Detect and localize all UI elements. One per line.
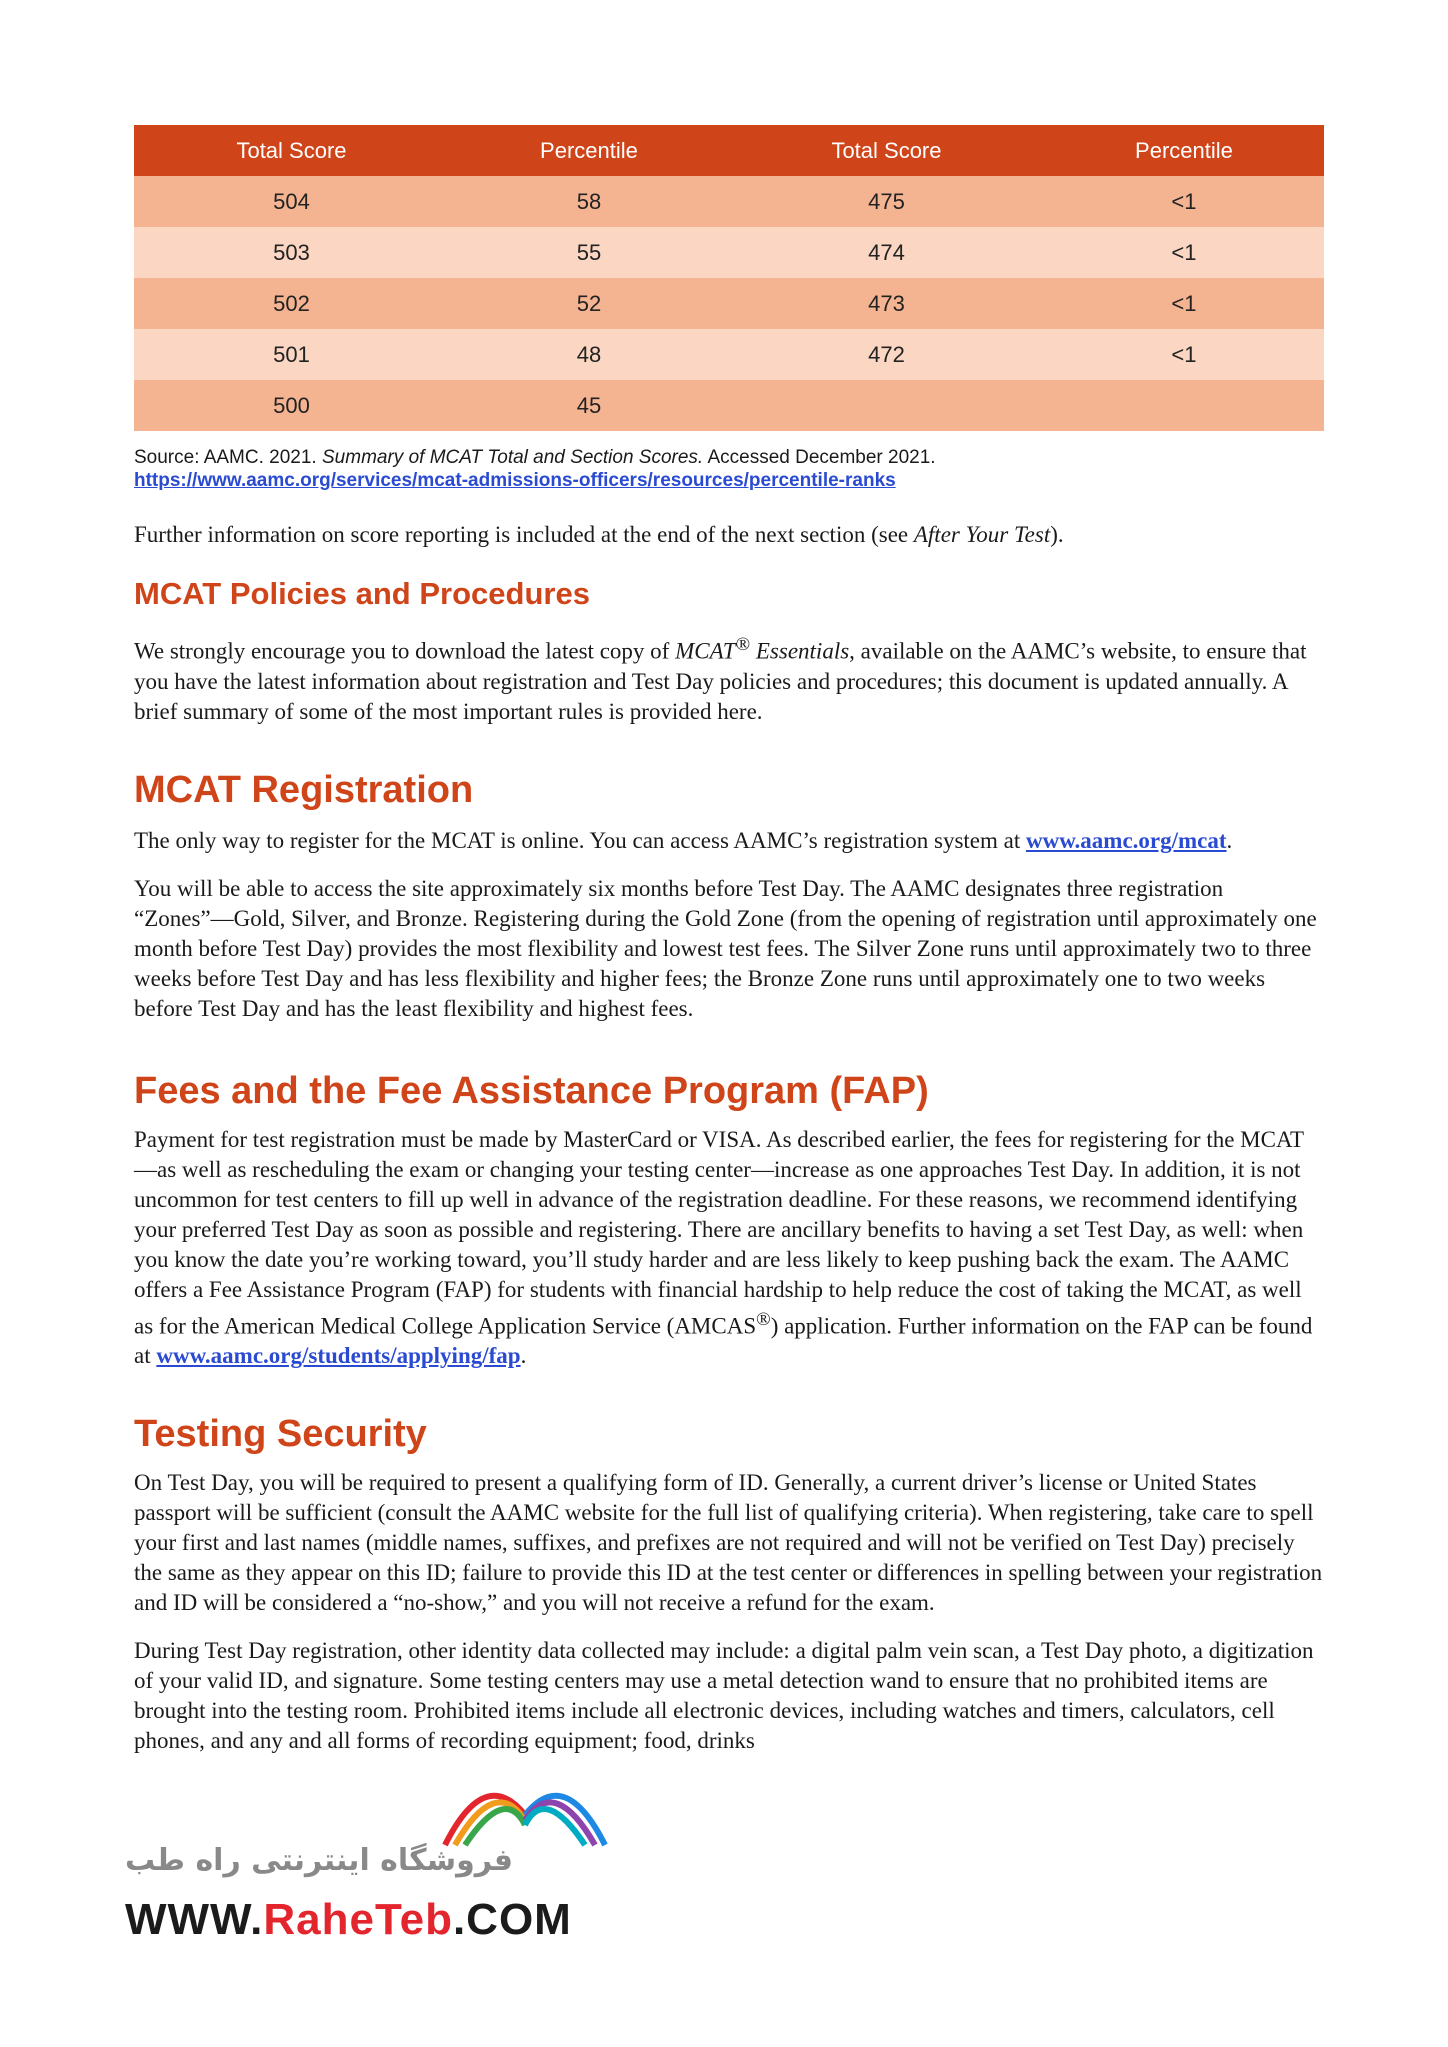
- table-row: [134, 278, 1324, 329]
- registration-paragraph-2: You will be able to access the site approximately six months before Test Day. The AAMC designates three registration “Zones”—Gold, Silver, and Bronze. Registering during the Gold Zone (from the opening of registration until approximately one month before Test Day) provides the most flexibility and lowest test fees. The Silver Zone runs until approximately two to three weeks before Test Day and has less flexibility and higher fees; the Bronze Zone runs until approximately one to two weeks before Test Day and has the least flexibility and highest fees.: [134, 875, 1317, 1021]
- further-info-paragraph: [134, 520, 1324, 550]
- table-cell: 500: [134, 380, 449, 431]
- fees-paragraph: [134, 1125, 1324, 1372]
- fees-text: Payment for test registration must be made by MasterCard or VISA. As described earlier, the fees for registering for the MCAT—as well as rescheduling the exam or changing your testing center—increase as one approaches Test Day. In addition, it is not uncommon for test centers to fill up well in advance of the registration deadline. For these reasons, we recommend identifying your preferred Test Day as soon as possible and registering. There are ancillary benefits to having a set Test Day, as well: when you know the date you’re working toward, you’ll study harder and are less likely to keep pushing back the exam. The AAMC offers a Fee Assistance Program (FAP) for students with financial hardship to help reduce the cost of taking the MCAT, as well as for the American Medical College Application Service (AMCAS: [134, 1126, 1305, 1339]
- table-row: [134, 176, 1324, 227]
- percentile-table: [134, 125, 1324, 431]
- col-header-percentile-1: Percentile: [449, 125, 729, 176]
- book-icon: [425, 1745, 625, 1855]
- fees-heading: Fees and the Fee Assistance Program (FAP): [134, 1069, 929, 1112]
- registration-link[interactable]: www.aamc.org/mcat: [1025, 827, 1227, 853]
- policies-heading: MCAT Policies and Procedures: [134, 576, 590, 611]
- table-cell: <1: [1044, 329, 1324, 380]
- security-heading: Testing Security: [134, 1413, 427, 1456]
- table-cell: 48: [449, 329, 729, 380]
- watermark-logo: [125, 1745, 615, 1945]
- table-source-note: [134, 446, 1324, 492]
- table-cell: 45: [449, 380, 729, 431]
- table-cell: 503: [134, 227, 449, 278]
- col-header-total-score-2: Total Score: [729, 125, 1044, 176]
- watermark-brand: RaheTeb: [263, 1895, 453, 1944]
- further-info-end: ).: [1050, 522, 1064, 547]
- source-suffix: Accessed December 2021.: [703, 447, 936, 468]
- source-prefix: Source: AAMC. 2021.: [134, 447, 322, 468]
- table-cell: 473: [729, 278, 1044, 329]
- watermark-com: .COM: [452, 1895, 572, 1944]
- table-cell: 501: [134, 329, 449, 380]
- registration-end: .: [1226, 827, 1233, 853]
- table-cell: 55: [449, 227, 729, 278]
- table-cell: 504: [134, 176, 449, 227]
- fees-end: .: [520, 1343, 527, 1369]
- policies-paragraph: [134, 630, 1324, 727]
- source-link[interactable]: https://www.aamc.org/services/mcat-admissions-officers/resources/percentile-ranks: [134, 470, 896, 491]
- security-paragraph-1: On Test Day, you will be required to present a qualifying form of ID. Generally, a current driver’s license or United States passport will be sufficient (consult the AAMC website for the full list of qualifying criteria). When registering, take care to spell your first and last names (middle names, suffixes, and prefixes are not required and will not be verified on Test Day) precisely the same as they appear on this ID; failure to provide this ID at the test center or differences in spelling between your registration and ID will be considered a “no-show,” and you will not receive a refund for the exam.: [134, 1470, 1323, 1616]
- table-cell: 475: [729, 176, 1044, 227]
- col-header-total-score-1: Total Score: [134, 125, 449, 176]
- watermark-url: [125, 1895, 572, 1945]
- table-cell: 472: [729, 329, 1044, 380]
- fees-mid: ) application. Further information on the FAP can be found at: [134, 1313, 1313, 1369]
- policies-italic: MCAT: [675, 638, 736, 664]
- security-paragraph-2: During Test Day registration, other identity data collected may include: a digital palm vein scan, a Test Day photo, a digitization of your valid ID, and signature. Some testing centers may use a metal detection wand to ensure that no prohibited items are brought into the testing room. Prohibited items include all electronic devices, including watches and timers, calculators, cell phones, and any and all forms of recording equipment; food, drinks: [134, 1638, 1314, 1754]
- policies-text-start: We strongly encourage you to download the latest copy of: [134, 638, 676, 664]
- col-header-percentile-2: Percentile: [1044, 125, 1324, 176]
- table-cell: 52: [449, 278, 729, 329]
- watermark-persian-text: فروشگاه اینترنتی راه طب: [125, 1843, 514, 1878]
- source-title: Summary of MCAT Total and Section Scores.: [322, 447, 704, 468]
- fap-link[interactable]: www.aamc.org/students/applying/fap: [156, 1343, 521, 1369]
- table-cell: <1: [1044, 176, 1324, 227]
- table-row: [134, 329, 1324, 380]
- page-content: [134, 125, 1324, 1756]
- further-info-italic: After Your Test: [913, 522, 1051, 547]
- table-row: [134, 227, 1324, 278]
- table-cell: 502: [134, 278, 449, 329]
- table-cell: <1: [1044, 278, 1324, 329]
- table-cell: 58: [449, 176, 729, 227]
- policies-italic-2: Essentials: [750, 638, 850, 664]
- registered-mark: ®: [756, 1308, 771, 1330]
- registered-mark: ®: [735, 634, 751, 655]
- registration-text: The only way to register for the MCAT is online. You can access AAMC’s registration system at: [134, 827, 1026, 853]
- table-cell: [1044, 380, 1324, 431]
- policies-text-end: , available on the AAMC’s website, to ensure that you have the latest information about registration and Test Day policies and procedures; this document is updated annually. A brief summary of some of the most important rules is provided here.: [134, 638, 1307, 724]
- watermark-www: WWW.: [125, 1895, 264, 1944]
- table-header-row: [134, 125, 1324, 176]
- registration-heading: MCAT Registration: [134, 768, 474, 811]
- registration-paragraph-1: [134, 826, 1324, 856]
- table-cell: <1: [1044, 227, 1324, 278]
- table-row: [134, 380, 1324, 431]
- table-cell: [729, 380, 1044, 431]
- further-info-text: Further information on score reporting is included at the end of the next section (see: [134, 522, 914, 547]
- table-cell: 474: [729, 227, 1044, 278]
